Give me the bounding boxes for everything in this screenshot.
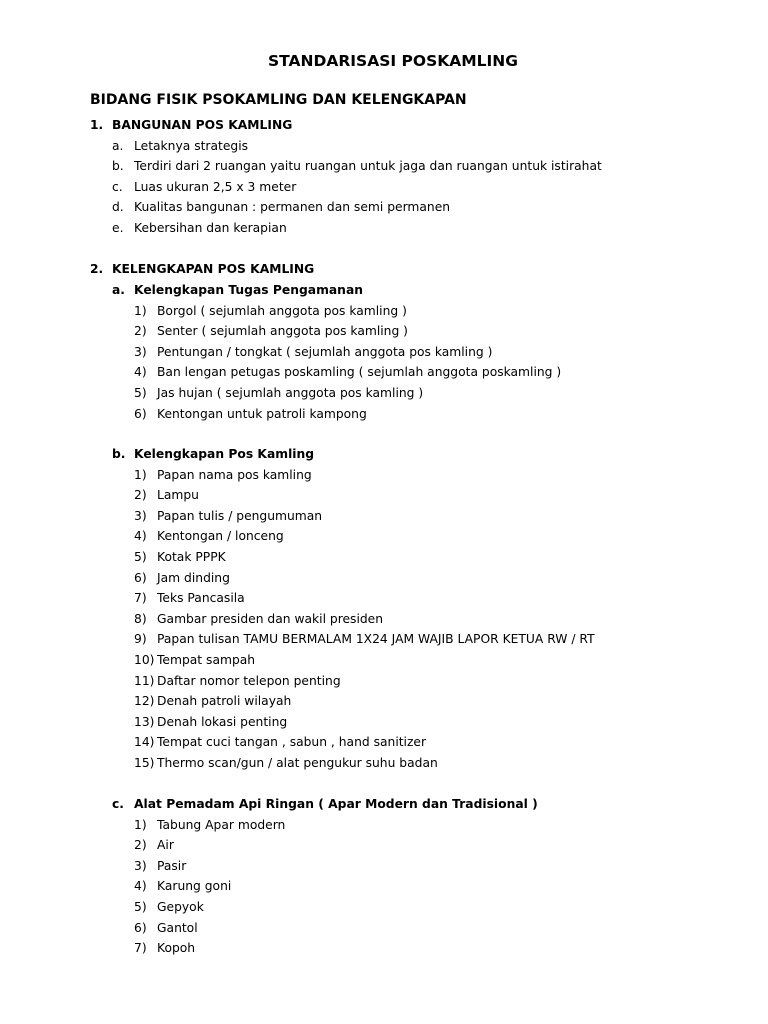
list-text: Gambar presiden dan wakil presiden xyxy=(157,611,384,626)
list-marker: 6) xyxy=(134,920,147,935)
list-marker: c. xyxy=(112,179,123,194)
list-marker: 1) xyxy=(134,303,147,318)
list-text: Denah lokasi penting xyxy=(157,714,288,729)
list-text: Papan nama pos kamling xyxy=(157,467,312,482)
list-marker: b. xyxy=(112,159,124,174)
list-text: Kualitas bangunan : permanen dan semi permanen xyxy=(134,200,451,215)
list-text: Alat Pemadam Api Ringan ( Apar Modern dan Tradisional ) xyxy=(134,797,538,811)
list-marker: 15) xyxy=(134,756,155,770)
list-marker: 2) xyxy=(134,838,147,853)
list-text: Tabung Apar modern xyxy=(157,817,286,832)
section-heading: BIDANG FISIK PSOKAMLING DAN KELENGKAPAN xyxy=(90,92,467,108)
list-marker: 4) xyxy=(134,879,147,894)
list-text: Gepyok xyxy=(157,900,204,914)
list-marker: 9) xyxy=(134,632,147,647)
list-marker: 3) xyxy=(134,508,147,523)
list-text: Ban lengan petugas poskamling ( sejumlah anggota poskamling ) xyxy=(157,365,562,380)
list-text: Borgol ( sejumlah anggota pos kamling ) xyxy=(157,303,407,318)
list-marker: 4) xyxy=(134,529,147,544)
list-marker: 1. xyxy=(90,118,104,132)
list-marker: 6) xyxy=(134,570,147,585)
list-text: Senter ( sejumlah anggota pos kamling ) xyxy=(157,324,408,339)
list-text: Pasir xyxy=(157,858,187,873)
list-text: Teks Pancasila xyxy=(157,591,245,606)
list-marker: 6) xyxy=(134,406,147,421)
list-text: Daftar nomor telepon penting xyxy=(157,673,341,688)
list-marker: 13) xyxy=(134,714,155,729)
list-marker: 14) xyxy=(134,735,155,750)
list-marker: 5) xyxy=(134,386,147,400)
document-title: STANDARISASI POSKAMLING xyxy=(267,52,519,70)
list-marker: 1) xyxy=(134,467,147,482)
list-marker: 1) xyxy=(134,817,147,832)
list-marker: 8) xyxy=(134,611,147,626)
list-text: Kelengkapan Tugas Pengamanan xyxy=(134,283,363,297)
list-marker: 2) xyxy=(134,488,147,503)
list-text: KELENGKAPAN POS KAMLING xyxy=(112,262,315,276)
list-text: Gantol xyxy=(157,920,198,935)
list-text: Jam dinding xyxy=(157,570,230,585)
list-text: Lampu xyxy=(157,488,199,503)
list-marker: 2) xyxy=(134,324,147,339)
list-text: Tempat cuci tangan , sabun , hand sanitizer xyxy=(157,735,427,750)
list-text: Tempat sampah xyxy=(157,653,256,667)
list-text: Kentongan untuk patroli kampong xyxy=(157,406,367,421)
list-marker: a. xyxy=(112,138,124,153)
list-text: Kotak PPPK xyxy=(157,550,226,564)
list-text: Jas hujan ( sejumlah anggota pos kamling ) xyxy=(157,386,424,400)
list-text: Thermo scan/gun / alat pengukur suhu badan xyxy=(157,756,438,770)
list-marker: 5) xyxy=(134,550,147,564)
list-text: BANGUNAN POS KAMLING xyxy=(112,118,293,132)
list-marker: 7) xyxy=(134,941,147,956)
list-marker: d. xyxy=(112,200,124,215)
list-marker: c. xyxy=(112,797,124,811)
list-text: Denah patroli wilayah xyxy=(157,694,292,709)
list-marker: 7) xyxy=(134,591,147,606)
list-text: Kopoh xyxy=(157,941,196,956)
list-marker: 4) xyxy=(134,365,147,380)
list-marker: 5) xyxy=(134,900,147,914)
list-text: Papan tulis / pengumuman xyxy=(157,508,323,523)
list-marker: 3) xyxy=(134,858,147,873)
list-marker: 10) xyxy=(134,653,155,667)
list-text: Papan tulisan TAMU BERMALAM 1X24 JAM WAJIB LAPOR KETUA RW / RT xyxy=(157,632,595,647)
list-marker: e. xyxy=(112,221,124,235)
list-marker: 12) xyxy=(134,694,155,709)
list-text: Air xyxy=(157,838,174,853)
list-marker: 11) xyxy=(134,673,155,688)
list-text: Kelengkapan Pos Kamling xyxy=(134,447,315,461)
list-marker: a. xyxy=(112,283,125,297)
list-marker: 3) xyxy=(134,344,147,359)
list-text: Letaknya strategis xyxy=(134,138,249,153)
list-text: Kebersihan dan kerapian xyxy=(134,221,287,235)
list-text: Terdiri dari 2 ruangan yaitu ruangan untuk jaga dan ruangan untuk istirahat xyxy=(134,159,602,174)
list-text: Luas ukuran 2,5 x 3 meter xyxy=(134,179,297,194)
list-text: Karung goni xyxy=(157,879,232,894)
list-text: Pentungan / tongkat ( sejumlah anggota pos kamling ) xyxy=(157,344,493,359)
list-marker: b. xyxy=(112,447,126,461)
list-text: Kentongan / lonceng xyxy=(157,529,284,544)
list-marker: 2. xyxy=(90,262,104,276)
